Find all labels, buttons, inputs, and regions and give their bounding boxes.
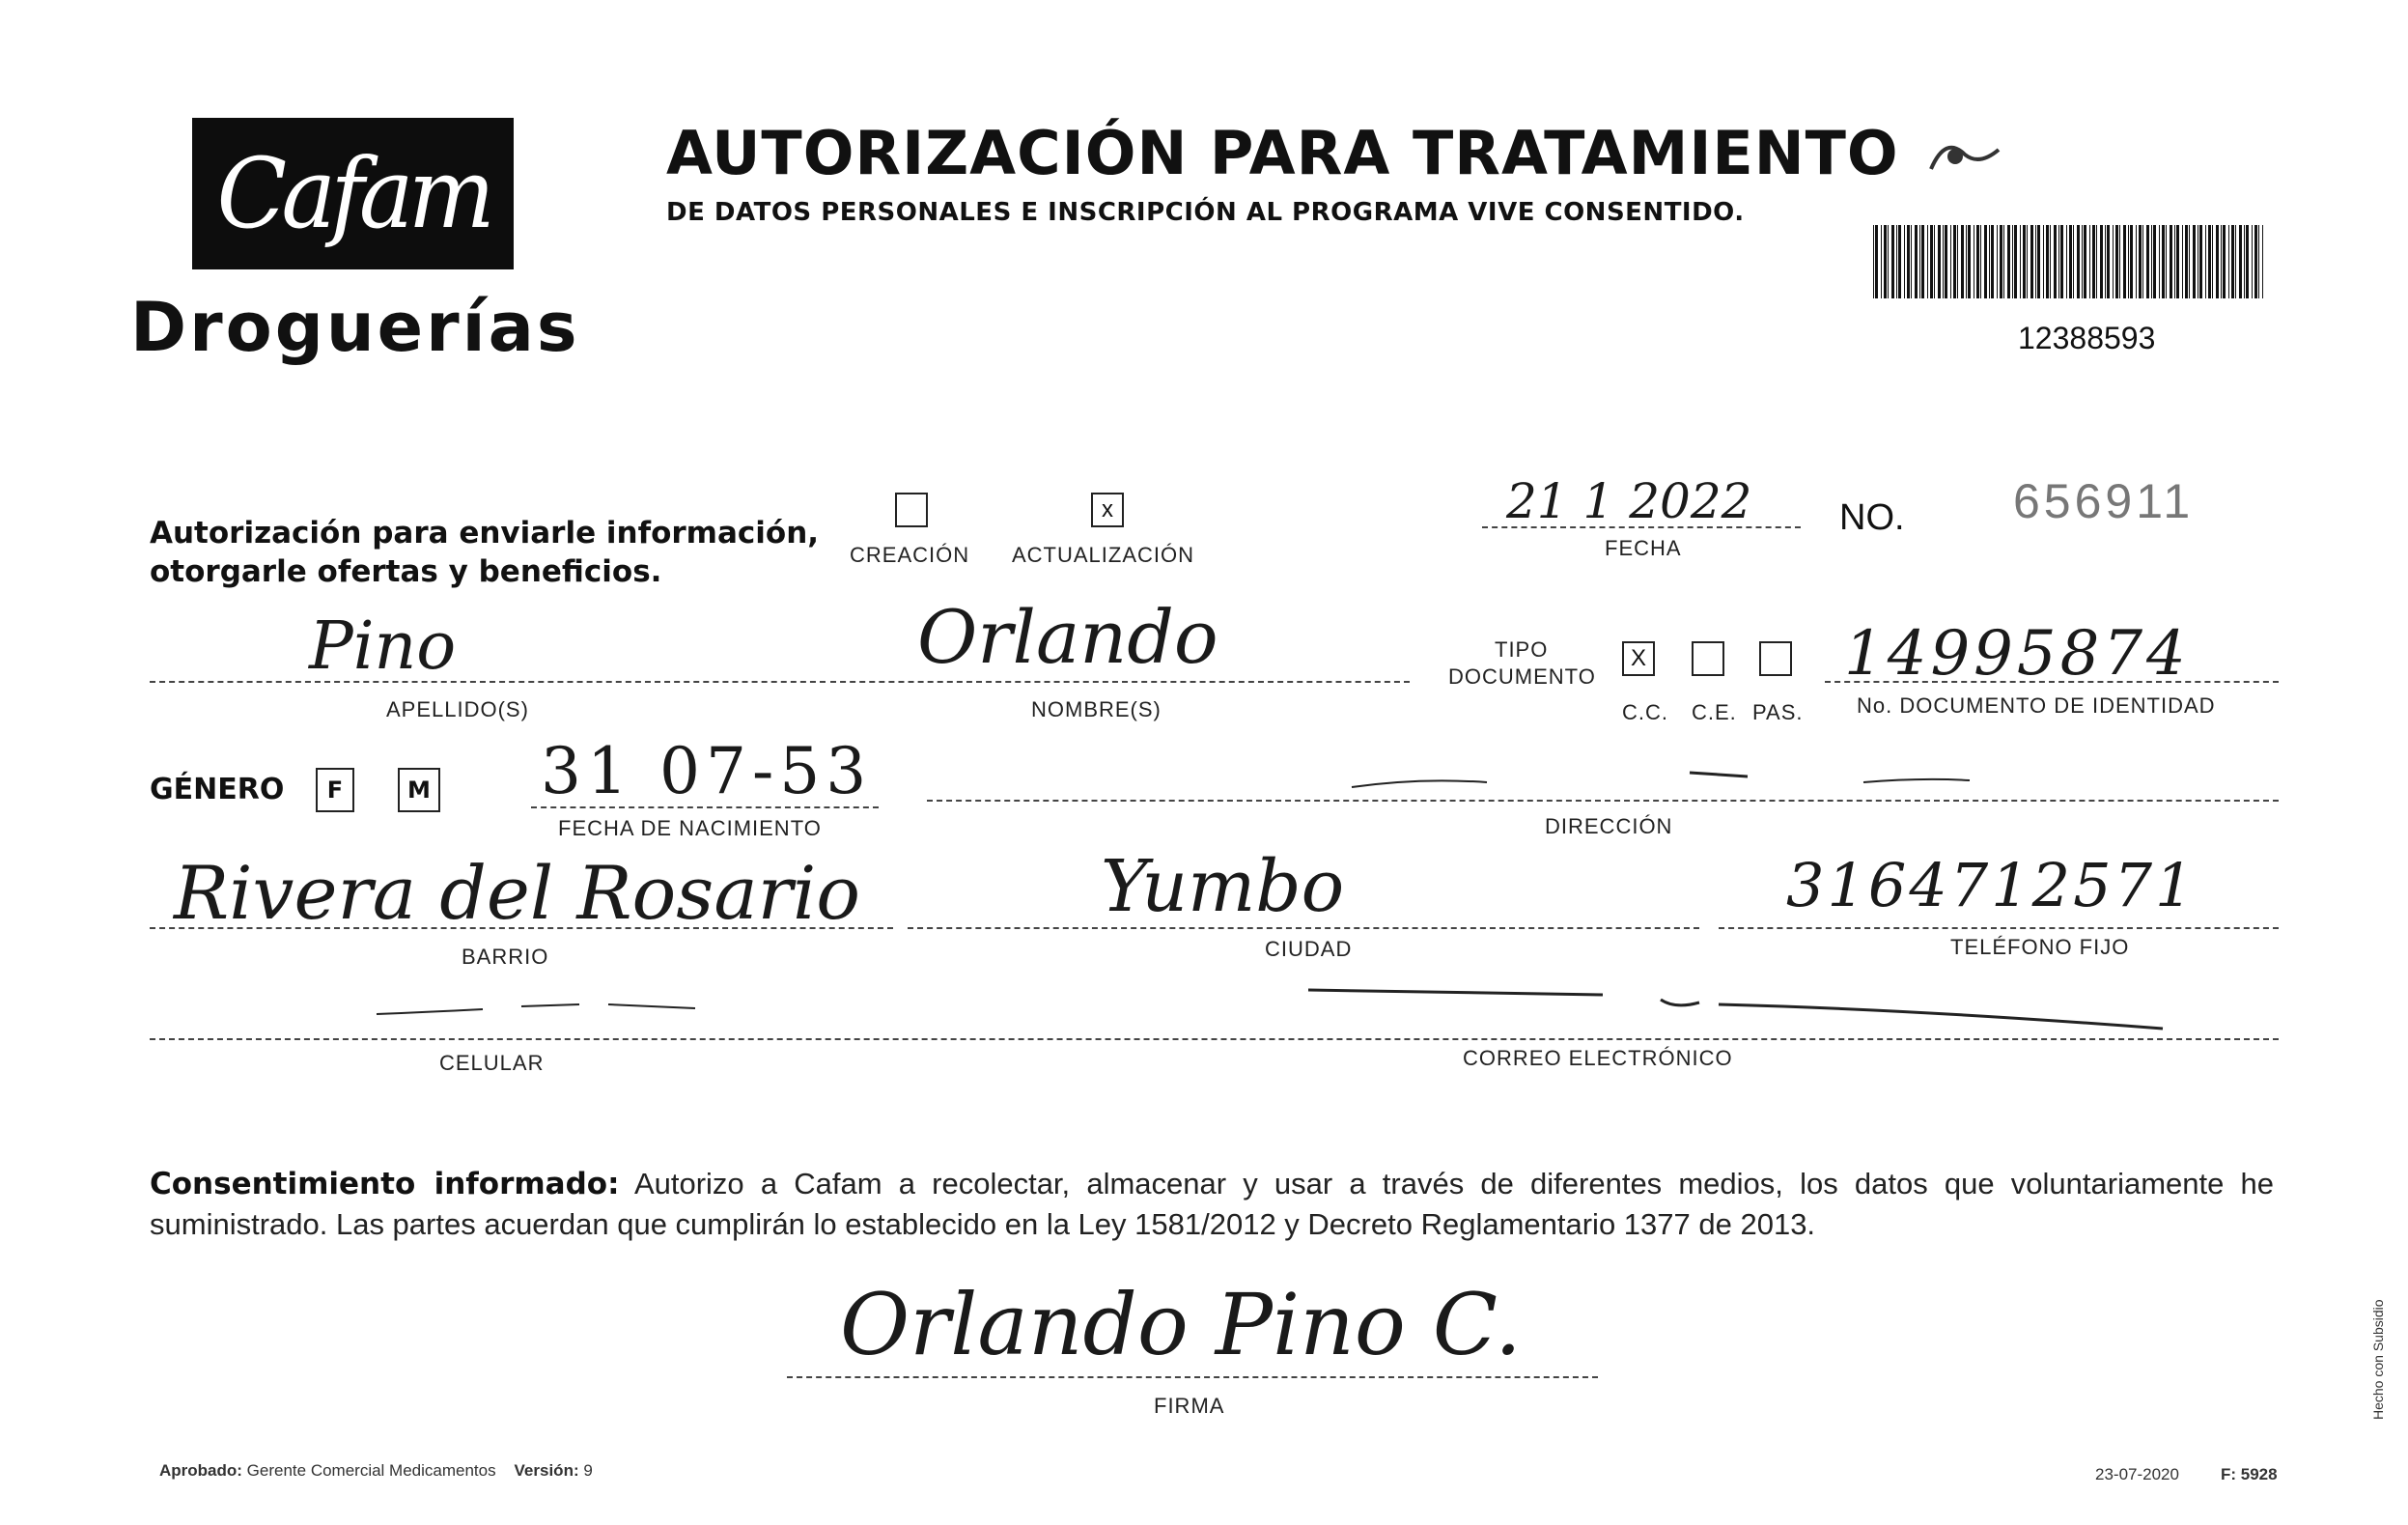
barcode-bar bbox=[2170, 225, 2172, 298]
fecha-line bbox=[1482, 526, 1801, 528]
barcode-bar bbox=[1911, 225, 1912, 298]
barcode-bar bbox=[2003, 225, 2004, 298]
direccion-strike bbox=[1342, 763, 2018, 802]
barcode-bar bbox=[1957, 225, 1958, 298]
ciudad-label: CIUDAD bbox=[1265, 937, 1353, 961]
barcode-bar bbox=[2231, 225, 2234, 298]
barcode-bar bbox=[2082, 225, 2083, 298]
barcode-bar bbox=[2221, 225, 2222, 298]
barcode-bar bbox=[2212, 225, 2213, 298]
barcode-bar bbox=[2043, 225, 2044, 298]
barcode-bar bbox=[2258, 225, 2259, 298]
barcode-bar bbox=[1934, 225, 1935, 298]
nacimiento-line bbox=[531, 806, 879, 808]
barcode-bar bbox=[2014, 225, 2017, 298]
barrio-value: Rivera del Rosario bbox=[174, 850, 861, 936]
cc-label: C.C. bbox=[1622, 700, 1668, 724]
barcode-bar bbox=[2089, 225, 2090, 298]
barcode-bar bbox=[2130, 225, 2133, 298]
pas-checkbox[interactable] bbox=[1759, 641, 1792, 676]
barcode-bar bbox=[1938, 225, 1941, 298]
barcode-bar bbox=[1991, 225, 1994, 298]
apellidos-line bbox=[150, 681, 826, 683]
barcode-bar bbox=[2174, 225, 2175, 298]
barcode-bar bbox=[1891, 225, 1894, 298]
barcode-bar bbox=[2205, 225, 2206, 298]
ciudad-line bbox=[908, 927, 1699, 929]
barcode-bar bbox=[2119, 225, 2120, 298]
barcode-bar bbox=[2176, 225, 2179, 298]
genero-m-checkbox[interactable] bbox=[398, 768, 440, 812]
barcode-bar bbox=[2030, 225, 2033, 298]
barcode-bar bbox=[1953, 225, 1956, 298]
barcode-bar bbox=[2046, 225, 2049, 298]
logo-subtitle: Droguerías bbox=[130, 288, 580, 367]
logo-brand: Cafam bbox=[216, 137, 490, 250]
version-label: Versión: bbox=[514, 1461, 579, 1480]
nacimiento-label: FECHA DE NACIMIENTO bbox=[558, 816, 822, 840]
telefono-line bbox=[1719, 927, 2279, 929]
barcode-bar bbox=[1984, 225, 1987, 298]
barcode-bar bbox=[2069, 225, 2072, 298]
signature-value: Orlando Pino C. bbox=[840, 1275, 1522, 1374]
telefono-value: 3164712571 bbox=[1786, 850, 2197, 920]
barcode-bar bbox=[2096, 225, 2097, 298]
ce-checkbox[interactable] bbox=[1692, 641, 1724, 676]
form-title: AUTORIZACIÓN PARA TRATAMIENTO bbox=[666, 118, 1899, 188]
barcode-bar bbox=[2153, 225, 2156, 298]
barcode-bar bbox=[2262, 225, 2263, 298]
nombres-label: NOMBRE(S) bbox=[1031, 697, 1162, 721]
barcode-bar bbox=[2199, 225, 2202, 298]
cafam-logo bbox=[192, 118, 514, 269]
barcode-bar bbox=[2123, 225, 2126, 298]
actualizacion-label: ACTUALIZACIÓN bbox=[1012, 543, 1195, 567]
barcode-bar bbox=[2223, 225, 2226, 298]
barcode-number: 12388593 bbox=[2018, 321, 2156, 355]
genero-f-label: F bbox=[326, 777, 344, 804]
footer-date: 23-07-2020 bbox=[2095, 1465, 2179, 1483]
barcode-bar bbox=[2066, 225, 2067, 298]
barcode-bar bbox=[2254, 225, 2257, 298]
vertical-note: Hecho con Subsidio bbox=[2370, 1299, 2386, 1420]
barcode-bar bbox=[2058, 225, 2059, 298]
barcode-bar bbox=[2092, 225, 2095, 298]
genero-f-checkbox[interactable] bbox=[316, 768, 354, 812]
barcode-bar bbox=[1943, 225, 1944, 298]
apellidos-label: APELLIDO(S) bbox=[386, 697, 529, 721]
apellidos-value: Pino bbox=[309, 608, 457, 685]
barcode-bar bbox=[2166, 225, 2167, 298]
barcode-bar bbox=[2115, 225, 2118, 298]
row4-strike bbox=[367, 985, 2298, 1043]
barcode-bar bbox=[1976, 225, 1979, 298]
barcode-bar bbox=[2139, 225, 2142, 298]
barcode-bar bbox=[1904, 225, 1905, 298]
ce-label: C.E. bbox=[1692, 700, 1737, 724]
barcode-bar bbox=[1919, 225, 1920, 298]
barcode-bar bbox=[2054, 225, 2057, 298]
barcode-bar bbox=[1966, 225, 1967, 298]
authorization-line-2: otorgarle ofertas y beneficios. bbox=[150, 554, 662, 589]
fecha-label: FECHA bbox=[1605, 536, 1682, 560]
barcode-bar bbox=[2023, 225, 2026, 298]
cc-mark: X bbox=[1630, 645, 1646, 671]
barcode-bar bbox=[1898, 225, 1901, 298]
barcode-bar bbox=[2235, 225, 2236, 298]
aprobado-value: Gerente Comercial Medicamentos bbox=[246, 1461, 496, 1480]
barcode-bar bbox=[2142, 225, 2143, 298]
barcode-bar bbox=[2060, 225, 2063, 298]
barcode-bar bbox=[1945, 225, 1947, 298]
barcode-bar bbox=[1968, 225, 1971, 298]
version-value: 9 bbox=[583, 1461, 593, 1480]
barcode-bar bbox=[2007, 225, 2010, 298]
genero-m-label: M bbox=[407, 777, 431, 804]
barcode-bar bbox=[2128, 225, 2129, 298]
barcode-bar bbox=[1884, 225, 1887, 298]
barcode-bar bbox=[2185, 225, 2188, 298]
form-subtitle: DE DATOS PERSONALES E INSCRIPCIÓN AL PROGRAMA VIVE CONSENTIDO. bbox=[666, 198, 1745, 227]
fecha-value: 21 1 2022 bbox=[1506, 473, 1752, 529]
actualizacion-checkbox[interactable] bbox=[1091, 493, 1124, 527]
consent-heading: Consentimiento informado: bbox=[150, 1167, 620, 1201]
barcode-bar bbox=[2020, 225, 2021, 298]
actualizacion-mark: x bbox=[1102, 496, 1113, 522]
barrio-label: BARRIO bbox=[462, 945, 549, 969]
barcode-bar bbox=[2216, 225, 2219, 298]
barcode-bar bbox=[1875, 225, 1878, 298]
barcode-bar bbox=[2000, 225, 2002, 298]
consent-body: Autorizo a Cafam a recolectar, almacenar y usar a través de diferentes medios, los datos que voluntariamente he suministrado. Las partes acuerdan que cumplirán lo establecido en la Ley 1581/2012 y Decreto Reglamentario 1377 de 2013. bbox=[150, 1167, 2275, 1241]
barcode-bar bbox=[2246, 225, 2249, 298]
barcode-bar bbox=[1989, 225, 1990, 298]
barcode-bar bbox=[2208, 225, 2211, 298]
barcode-bar bbox=[2050, 225, 2051, 298]
pas-label: PAS. bbox=[1752, 700, 1804, 724]
barcode-bar bbox=[1873, 225, 1874, 298]
barcode-bar bbox=[2035, 225, 2036, 298]
telefono-label: TELÉFONO FIJO bbox=[1950, 935, 2130, 959]
barcode-bar bbox=[2012, 225, 2013, 298]
nacimiento-value: 31 07-53 bbox=[541, 734, 873, 808]
celular-label: CELULAR bbox=[439, 1051, 545, 1075]
barcode-bar bbox=[2105, 225, 2106, 298]
barcode-bar bbox=[2037, 225, 2040, 298]
consent-paragraph bbox=[150, 1164, 2274, 1244]
nombres-line bbox=[830, 681, 1410, 683]
documento-id-label: No. DOCUMENTO DE IDENTIDAD bbox=[1857, 693, 2216, 718]
footer-approval bbox=[159, 1461, 593, 1481]
no-value: 656911 bbox=[2013, 474, 2195, 528]
barcode-bar bbox=[2244, 225, 2245, 298]
barcode-bar bbox=[1921, 225, 1924, 298]
barcode-bar bbox=[2182, 225, 2183, 298]
barcode-bar bbox=[2159, 225, 2160, 298]
signature-label: FIRMA bbox=[1154, 1394, 1225, 1418]
genero-label: GÉNERO bbox=[150, 773, 285, 806]
barcode-bar bbox=[2027, 225, 2028, 298]
barcode-bar bbox=[1997, 225, 1998, 298]
cc-checkbox[interactable] bbox=[1622, 641, 1655, 676]
barcode-bar bbox=[2146, 225, 2149, 298]
direccion-label: DIRECCIÓN bbox=[1545, 814, 1673, 838]
authorization-text bbox=[150, 514, 819, 591]
barcode-bar bbox=[1896, 225, 1897, 298]
barcode-bar bbox=[1915, 225, 1918, 298]
barcode bbox=[1873, 225, 2263, 298]
barcode-bar bbox=[2077, 225, 2080, 298]
barcode-bar bbox=[2100, 225, 2103, 298]
barcode-bar bbox=[2252, 225, 2253, 298]
barcode-bar bbox=[1881, 225, 1882, 298]
barcode-bar bbox=[2193, 225, 2196, 298]
footer-form-code: F: 5928 bbox=[2221, 1465, 2278, 1483]
barcode-bar bbox=[2073, 225, 2074, 298]
barcode-bar bbox=[2189, 225, 2190, 298]
documento-label: DOCUMENTO bbox=[1448, 664, 1596, 689]
nombres-value: Orlando bbox=[917, 594, 1218, 680]
barcode-bar bbox=[1907, 225, 1910, 298]
creacion-label: CREACIÓN bbox=[850, 543, 970, 567]
barcode-bar bbox=[1961, 225, 1964, 298]
documento-value: 14995874 bbox=[1844, 618, 2190, 690]
barcode-bar bbox=[2228, 225, 2229, 298]
barcode-bar bbox=[2151, 225, 2152, 298]
correo-label: CORREO ELECTRÓNICO bbox=[1463, 1046, 1733, 1070]
barcode-bar bbox=[2084, 225, 2086, 298]
barcode-bar bbox=[2136, 225, 2137, 298]
documento-line bbox=[1825, 681, 2279, 683]
barcode-bar bbox=[2113, 225, 2114, 298]
ciudad-value: Yumbo bbox=[1101, 845, 1345, 928]
barcode-bar bbox=[1888, 225, 1889, 298]
barcode-bar bbox=[2239, 225, 2242, 298]
barcode-bar bbox=[1980, 225, 1981, 298]
barcode-bar bbox=[1927, 225, 1928, 298]
creacion-checkbox[interactable] bbox=[895, 493, 928, 527]
barrio-line bbox=[150, 927, 893, 929]
mark-icon bbox=[1921, 126, 2008, 184]
barcode-bar bbox=[1930, 225, 1933, 298]
barcode-bar bbox=[2162, 225, 2165, 298]
signature-line bbox=[787, 1376, 1598, 1378]
no-label: NO. bbox=[1839, 497, 1905, 538]
barcode-bar bbox=[1950, 225, 1951, 298]
aprobado-label: Aprobado: bbox=[159, 1461, 242, 1480]
barcode-bar bbox=[2107, 225, 2110, 298]
tipo-label: TIPO bbox=[1495, 637, 1549, 662]
authorization-line-1: Autorización para enviarle información, bbox=[150, 516, 820, 551]
